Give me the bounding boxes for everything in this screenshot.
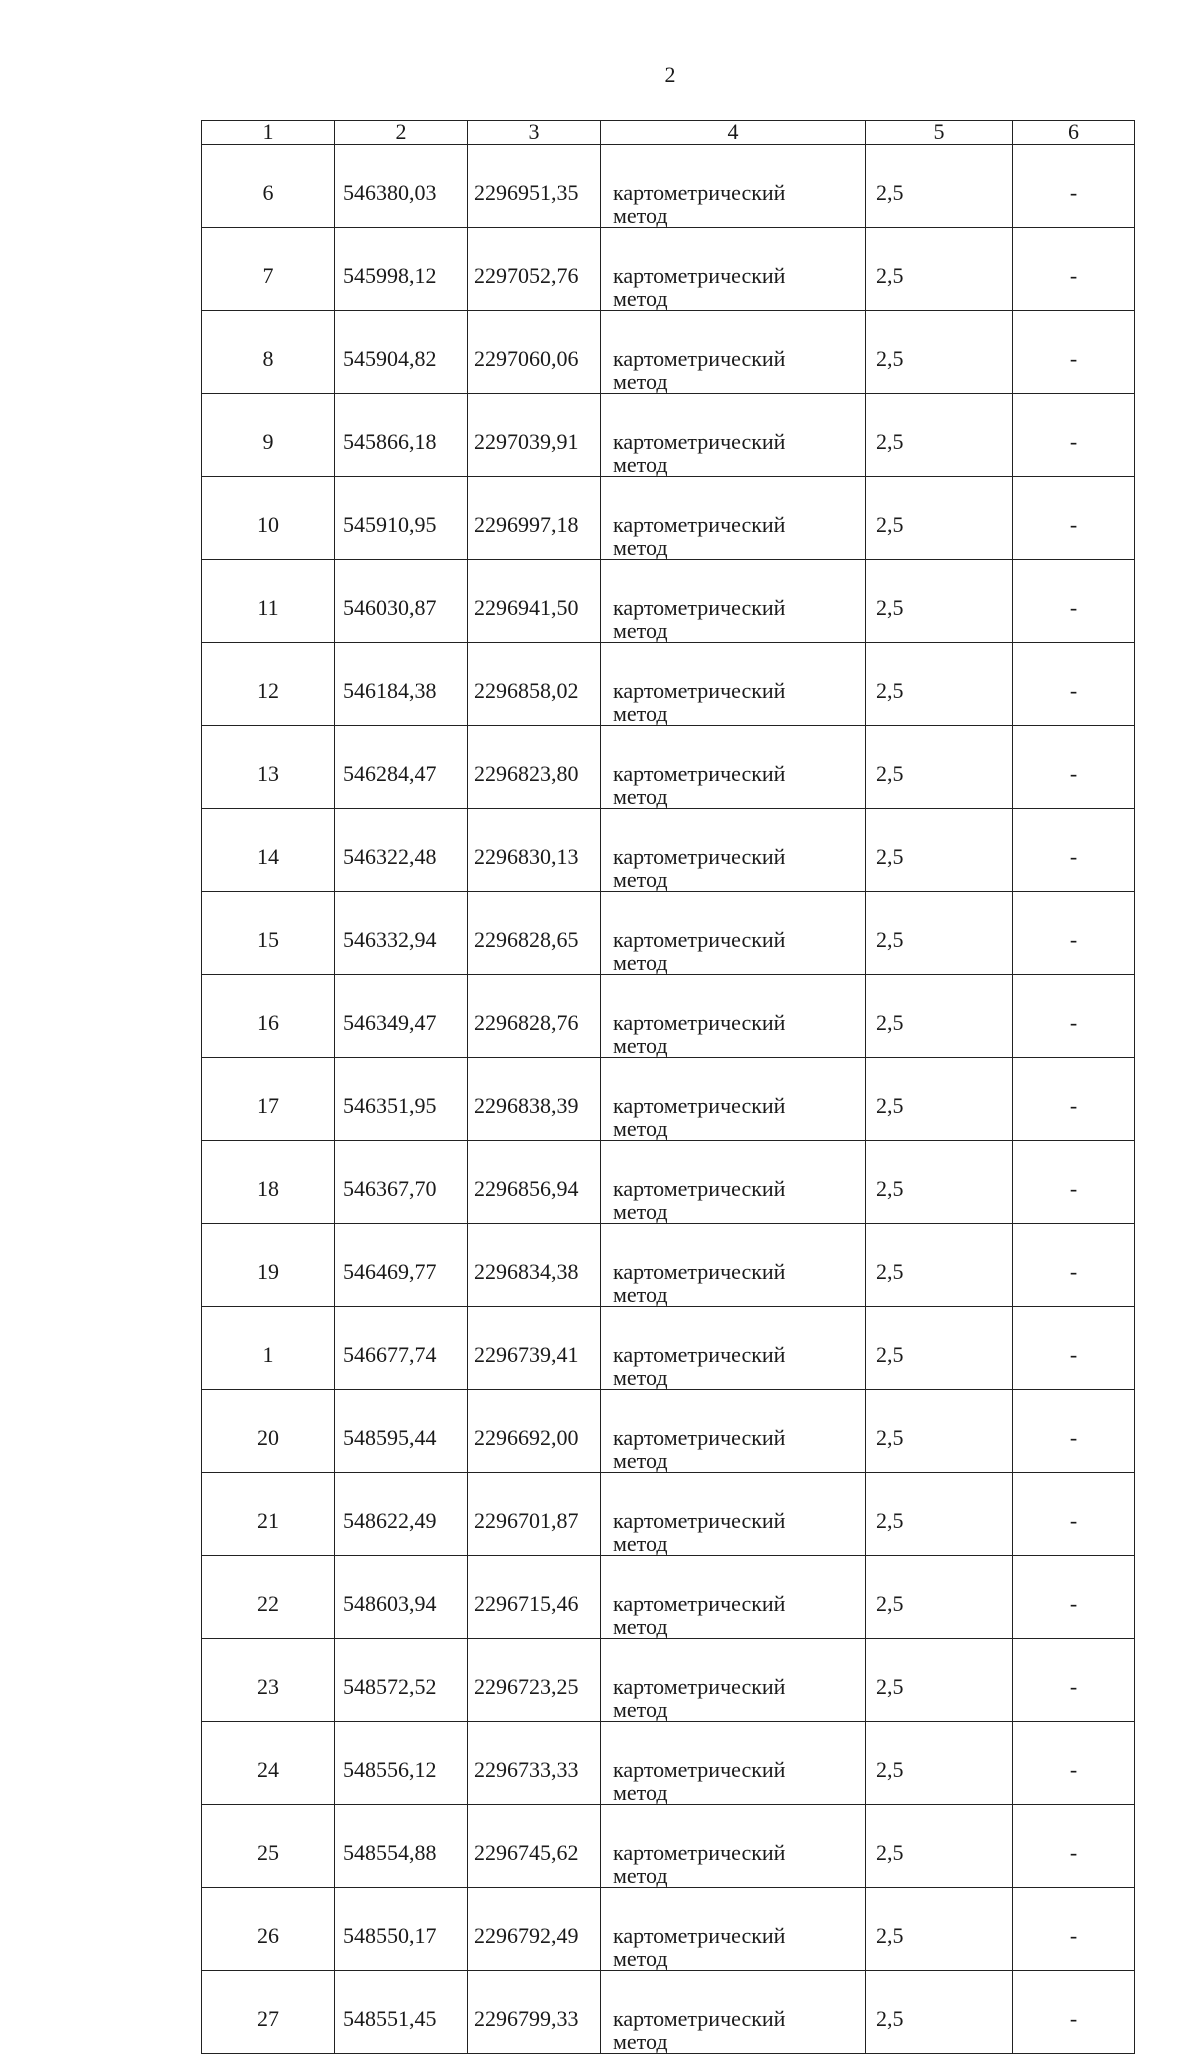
- method-line-2: метод: [613, 535, 668, 560]
- table-row: [202, 1058, 1135, 1141]
- note-cell: -: [1013, 1058, 1135, 1141]
- note-cell: -: [1013, 1473, 1135, 1556]
- point-number-cell: 21: [202, 1473, 335, 1556]
- method-line-1: картометрический: [613, 263, 786, 288]
- table-row: [202, 892, 1135, 975]
- error-cell: 2,5: [866, 1888, 1013, 1971]
- error-cell: 2,5: [866, 975, 1013, 1058]
- header-col-4: 4: [601, 121, 866, 145]
- y-coordinate-cell: 2296692,00: [468, 1390, 601, 1473]
- header-col-6: 6: [1013, 121, 1135, 145]
- table-row: [202, 1888, 1135, 1971]
- note-cell: -: [1013, 1722, 1135, 1805]
- y-coordinate-cell: 2296733,33: [468, 1722, 601, 1805]
- method-line-2: метод: [613, 1365, 668, 1390]
- method-line-1: картометрический: [613, 761, 786, 786]
- y-coordinate-cell: 2297039,91: [468, 394, 601, 477]
- point-number-cell: 9: [202, 394, 335, 477]
- table-row: [202, 726, 1135, 809]
- error-cell: 2,5: [866, 1390, 1013, 1473]
- x-coordinate-cell: 546030,87: [335, 560, 468, 643]
- note-cell: -: [1013, 1971, 1135, 2054]
- method-line-1: картометрический: [613, 678, 786, 703]
- method-line-1: картометрический: [613, 1342, 786, 1367]
- header-col-5: 5: [866, 121, 1013, 145]
- page-number: 2: [664, 62, 676, 87]
- method-cell: [601, 1639, 866, 1722]
- table-row: [202, 1473, 1135, 1556]
- point-number-cell: 23: [202, 1639, 335, 1722]
- x-coordinate-cell: 545998,12: [335, 228, 468, 311]
- method-cell: [601, 394, 866, 477]
- method-line-1: картометрический: [613, 180, 786, 205]
- note-cell: -: [1013, 1805, 1135, 1888]
- y-coordinate-cell: 2296828,65: [468, 892, 601, 975]
- x-coordinate-cell: 546349,47: [335, 975, 468, 1058]
- method-line-1: картометрический: [613, 1259, 786, 1284]
- table-row: [202, 311, 1135, 394]
- method-line-1: картометрический: [613, 595, 786, 620]
- point-number-cell: 19: [202, 1224, 335, 1307]
- method-line-2: метод: [613, 1863, 668, 1888]
- method-line-1: картометрический: [613, 429, 786, 454]
- note-cell: -: [1013, 394, 1135, 477]
- y-coordinate-cell: 2296834,38: [468, 1224, 601, 1307]
- point-number-cell: 16: [202, 975, 335, 1058]
- y-coordinate-cell: 2296723,25: [468, 1639, 601, 1722]
- x-coordinate-cell: 546380,03: [335, 145, 468, 228]
- y-coordinate-cell: 2296739,41: [468, 1307, 601, 1390]
- header-row: [202, 121, 1135, 145]
- note-cell: -: [1013, 311, 1135, 394]
- method-cell: [601, 1888, 866, 1971]
- y-coordinate-cell: 2296997,18: [468, 477, 601, 560]
- error-cell: 2,5: [866, 145, 1013, 228]
- y-coordinate-cell: 2296856,94: [468, 1141, 601, 1224]
- note-cell: -: [1013, 1390, 1135, 1473]
- x-coordinate-cell: 546351,95: [335, 1058, 468, 1141]
- method-line-2: метод: [613, 1033, 668, 1058]
- method-line-1: картометрический: [613, 346, 786, 371]
- table-row: [202, 1307, 1135, 1390]
- method-line-2: метод: [613, 286, 668, 311]
- method-cell: [601, 1971, 866, 2054]
- method-line-2: метод: [613, 1448, 668, 1473]
- method-line-2: метод: [613, 1780, 668, 1805]
- x-coordinate-cell: 546677,74: [335, 1307, 468, 1390]
- error-cell: 2,5: [866, 1556, 1013, 1639]
- table-row: [202, 1556, 1135, 1639]
- note-cell: -: [1013, 643, 1135, 726]
- point-number-cell: 1: [202, 1307, 335, 1390]
- x-coordinate-cell: 548572,52: [335, 1639, 468, 1722]
- error-cell: 2,5: [866, 1307, 1013, 1390]
- method-line-1: картометрический: [613, 1010, 786, 1035]
- x-coordinate-cell: 548554,88: [335, 1805, 468, 1888]
- note-cell: -: [1013, 975, 1135, 1058]
- method-cell: [601, 1722, 866, 1805]
- method-cell: [601, 892, 866, 975]
- method-cell: [601, 228, 866, 311]
- note-cell: -: [1013, 1888, 1135, 1971]
- point-number-cell: 13: [202, 726, 335, 809]
- x-coordinate-cell: 546367,70: [335, 1141, 468, 1224]
- error-cell: 2,5: [866, 1141, 1013, 1224]
- note-cell: -: [1013, 892, 1135, 975]
- error-cell: 2,5: [866, 1639, 1013, 1722]
- table-row: [202, 1639, 1135, 1722]
- coordinates-table: [201, 120, 1135, 2054]
- error-cell: 2,5: [866, 394, 1013, 477]
- error-cell: 2,5: [866, 1224, 1013, 1307]
- method-line-1: картометрический: [613, 1508, 786, 1533]
- y-coordinate-cell: 2296951,35: [468, 145, 601, 228]
- method-line-2: метод: [613, 618, 668, 643]
- error-cell: 2,5: [866, 809, 1013, 892]
- table-row: [202, 1722, 1135, 1805]
- method-line-2: метод: [613, 203, 668, 228]
- method-cell: [601, 1224, 866, 1307]
- table-row: [202, 1141, 1135, 1224]
- point-number-cell: 12: [202, 643, 335, 726]
- point-number-cell: 11: [202, 560, 335, 643]
- method-line-1: картометрический: [613, 1674, 786, 1699]
- x-coordinate-cell: 548595,44: [335, 1390, 468, 1473]
- method-cell: [601, 1805, 866, 1888]
- table-body: [202, 145, 1135, 2054]
- x-coordinate-cell: 548551,45: [335, 1971, 468, 2054]
- error-cell: 2,5: [866, 726, 1013, 809]
- table-row: [202, 1805, 1135, 1888]
- method-cell: [601, 1473, 866, 1556]
- method-line-2: метод: [613, 369, 668, 394]
- method-line-2: метод: [613, 452, 668, 477]
- error-cell: 2,5: [866, 1473, 1013, 1556]
- x-coordinate-cell: 545866,18: [335, 394, 468, 477]
- method-line-1: картометрический: [613, 1923, 786, 1948]
- table-row: [202, 560, 1135, 643]
- x-coordinate-cell: 546284,47: [335, 726, 468, 809]
- y-coordinate-cell: 2296799,33: [468, 1971, 601, 2054]
- point-number-cell: 15: [202, 892, 335, 975]
- x-coordinate-cell: 548603,94: [335, 1556, 468, 1639]
- x-coordinate-cell: 548622,49: [335, 1473, 468, 1556]
- error-cell: 2,5: [866, 1058, 1013, 1141]
- y-coordinate-cell: 2296823,80: [468, 726, 601, 809]
- x-coordinate-cell: 546184,38: [335, 643, 468, 726]
- method-line-2: метод: [613, 784, 668, 809]
- method-line-1: картометрический: [613, 1176, 786, 1201]
- table-row: [202, 975, 1135, 1058]
- error-cell: 2,5: [866, 1722, 1013, 1805]
- x-coordinate-cell: 548556,12: [335, 1722, 468, 1805]
- method-line-1: картометрический: [613, 1840, 786, 1865]
- note-cell: -: [1013, 1307, 1135, 1390]
- note-cell: -: [1013, 1639, 1135, 1722]
- method-line-1: картометрический: [613, 1425, 786, 1450]
- note-cell: -: [1013, 1141, 1135, 1224]
- method-line-1: картометрический: [613, 927, 786, 952]
- point-number-cell: 25: [202, 1805, 335, 1888]
- point-number-cell: 22: [202, 1556, 335, 1639]
- method-line-1: картометрический: [613, 1591, 786, 1616]
- method-line-2: метод: [613, 1697, 668, 1722]
- method-cell: [601, 809, 866, 892]
- x-coordinate-cell: 546322,48: [335, 809, 468, 892]
- point-number-cell: 10: [202, 477, 335, 560]
- method-line-2: метод: [613, 2029, 668, 2054]
- table-row: [202, 643, 1135, 726]
- method-line-2: метод: [613, 867, 668, 892]
- point-number-cell: 17: [202, 1058, 335, 1141]
- y-coordinate-cell: 2296745,62: [468, 1805, 601, 1888]
- error-cell: 2,5: [866, 892, 1013, 975]
- point-number-cell: 14: [202, 809, 335, 892]
- point-number-cell: 8: [202, 311, 335, 394]
- error-cell: 2,5: [866, 228, 1013, 311]
- note-cell: -: [1013, 477, 1135, 560]
- method-line-1: картометрический: [613, 1093, 786, 1118]
- method-line-1: картометрический: [613, 512, 786, 537]
- point-number-cell: 26: [202, 1888, 335, 1971]
- y-coordinate-cell: 2296858,02: [468, 643, 601, 726]
- method-cell: [601, 1307, 866, 1390]
- point-number-cell: 7: [202, 228, 335, 311]
- method-line-2: метод: [613, 1116, 668, 1141]
- y-coordinate-cell: 2296701,87: [468, 1473, 601, 1556]
- table-row: [202, 1971, 1135, 2054]
- table-row: [202, 477, 1135, 560]
- point-number-cell: 20: [202, 1390, 335, 1473]
- method-cell: [601, 477, 866, 560]
- note-cell: -: [1013, 1556, 1135, 1639]
- method-line-2: метод: [613, 1531, 668, 1556]
- error-cell: 2,5: [866, 477, 1013, 560]
- method-line-2: метод: [613, 1614, 668, 1639]
- method-line-2: метод: [613, 950, 668, 975]
- point-number-cell: 27: [202, 1971, 335, 2054]
- x-coordinate-cell: 548550,17: [335, 1888, 468, 1971]
- error-cell: 2,5: [866, 1971, 1013, 2054]
- x-coordinate-cell: 546332,94: [335, 892, 468, 975]
- x-coordinate-cell: 545910,95: [335, 477, 468, 560]
- method-line-2: метод: [613, 1282, 668, 1307]
- note-cell: -: [1013, 560, 1135, 643]
- table-row: [202, 1390, 1135, 1473]
- method-line-1: картометрический: [613, 844, 786, 869]
- note-cell: -: [1013, 809, 1135, 892]
- method-line-2: метод: [613, 1946, 668, 1971]
- method-cell: [601, 1556, 866, 1639]
- note-cell: -: [1013, 726, 1135, 809]
- method-line-1: картометрический: [613, 1757, 786, 1782]
- error-cell: 2,5: [866, 1805, 1013, 1888]
- y-coordinate-cell: 2296792,49: [468, 1888, 601, 1971]
- error-cell: 2,5: [866, 560, 1013, 643]
- table-header: [202, 121, 1135, 145]
- point-number-cell: 18: [202, 1141, 335, 1224]
- error-cell: 2,5: [866, 643, 1013, 726]
- y-coordinate-cell: 2296830,13: [468, 809, 601, 892]
- y-coordinate-cell: 2296838,39: [468, 1058, 601, 1141]
- method-cell: [601, 1141, 866, 1224]
- method-cell: [601, 311, 866, 394]
- error-cell: 2,5: [866, 311, 1013, 394]
- method-cell: [601, 145, 866, 228]
- table-row: [202, 809, 1135, 892]
- table-row: [202, 145, 1135, 228]
- note-cell: -: [1013, 228, 1135, 311]
- y-coordinate-cell: 2297052,76: [468, 228, 601, 311]
- method-line-2: метод: [613, 1199, 668, 1224]
- point-number-cell: 24: [202, 1722, 335, 1805]
- y-coordinate-cell: 2296828,76: [468, 975, 601, 1058]
- y-coordinate-cell: 2297060,06: [468, 311, 601, 394]
- note-cell: -: [1013, 1224, 1135, 1307]
- x-coordinate-cell: 546469,77: [335, 1224, 468, 1307]
- table-row: [202, 394, 1135, 477]
- point-number-cell: 6: [202, 145, 335, 228]
- method-cell: [601, 1058, 866, 1141]
- method-line-1: картометрический: [613, 2006, 786, 2031]
- header-col-3: 3: [468, 121, 601, 145]
- y-coordinate-cell: 2296715,46: [468, 1556, 601, 1639]
- method-cell: [601, 975, 866, 1058]
- y-coordinate-cell: 2296941,50: [468, 560, 601, 643]
- note-cell: -: [1013, 145, 1135, 228]
- table-row: [202, 228, 1135, 311]
- x-coordinate-cell: 545904,82: [335, 311, 468, 394]
- method-cell: [601, 726, 866, 809]
- table-row: [202, 1224, 1135, 1307]
- method-cell: [601, 643, 866, 726]
- method-cell: [601, 560, 866, 643]
- header-col-2: 2: [335, 121, 468, 145]
- method-line-2: метод: [613, 701, 668, 726]
- header-col-1: 1: [202, 121, 335, 145]
- method-cell: [601, 1390, 866, 1473]
